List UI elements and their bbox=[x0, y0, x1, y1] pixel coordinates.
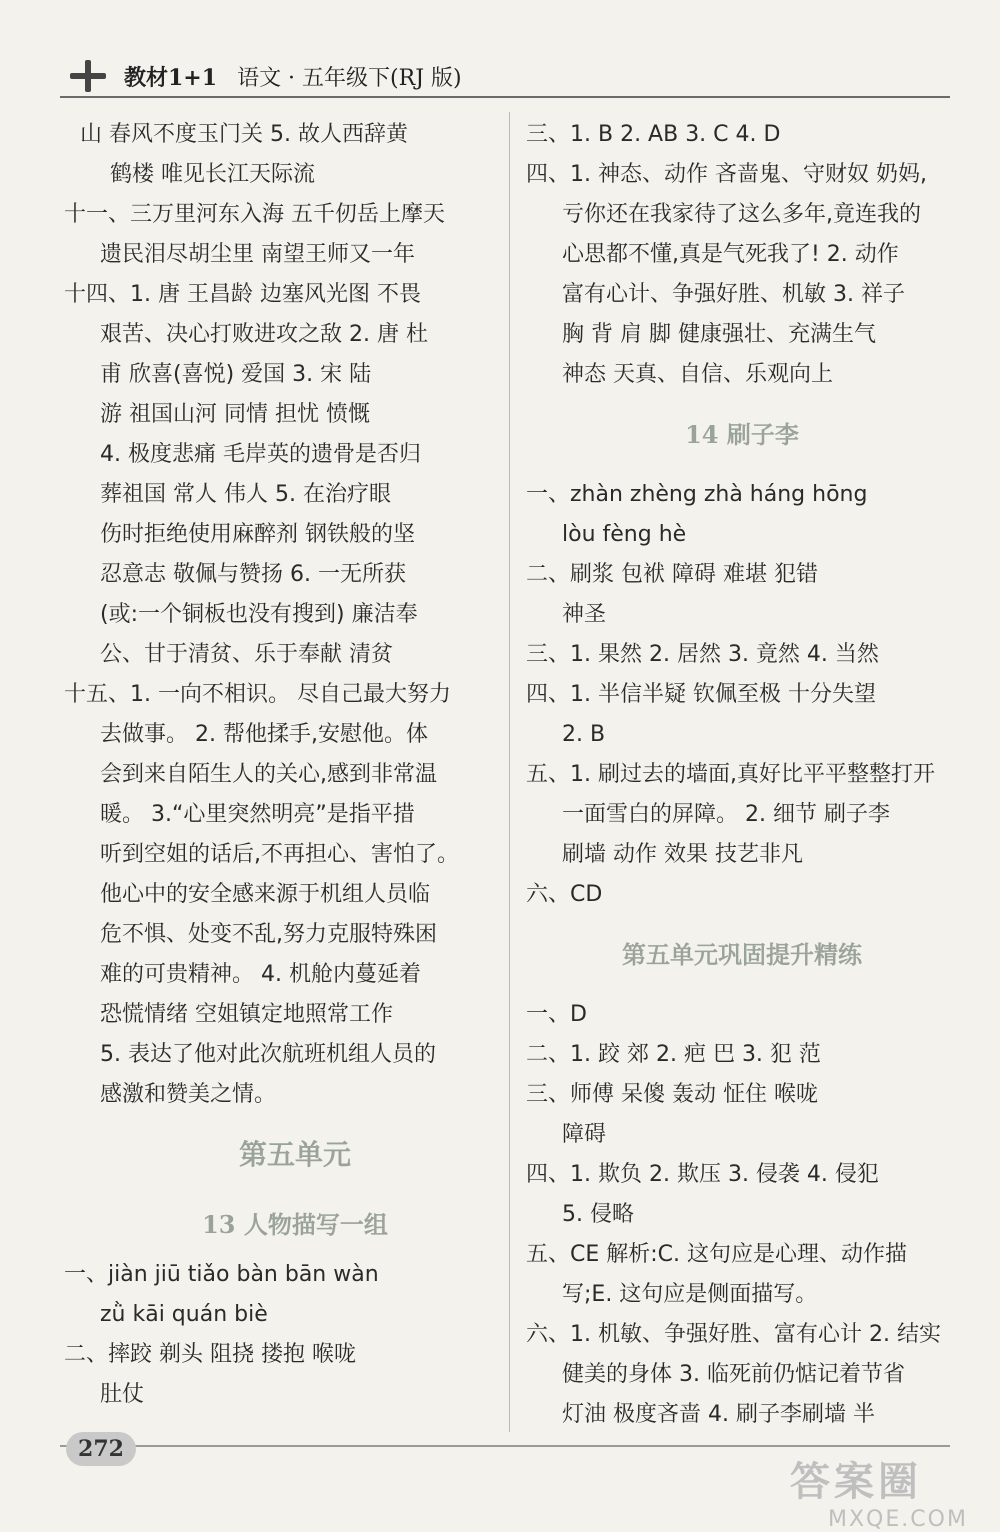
answer-line: 写;E. 这句应是侧面描写。 bbox=[562, 1282, 818, 1307]
header-subject: 语文 · 五年级下(RJ 版) bbox=[237, 65, 462, 91]
answer-line: 难的可贵精神。 4. 机舱内蔓延着 bbox=[100, 962, 421, 987]
answer-line: 恐慌情绪 空姐镇定地照常工作 bbox=[100, 1002, 393, 1027]
answer-line: 公、甘于清贫、乐于奉献 清贫 bbox=[100, 642, 393, 667]
left-column bbox=[64, 115, 510, 1415]
answer-line: 去做事。 2. 帮他揉手,安慰他。体 bbox=[100, 722, 428, 747]
answer-line: 感激和赞美之情。 bbox=[100, 1082, 277, 1107]
answer-line: 刷墙 动作 效果 技艺非凡 bbox=[562, 842, 803, 867]
review-title: 第五单元巩固提升精练 bbox=[622, 940, 862, 969]
answer-line: 一、D bbox=[526, 1002, 587, 1027]
answer-line: 二、1. 跤 郊 2. 疤 巴 3. 犯 范 bbox=[526, 1042, 821, 1067]
answer-line: 四、1. 神态、动作 吝啬鬼、守财奴 奶妈, bbox=[526, 162, 927, 187]
answer-line: 胸 背 肩 脚 健康强壮、充满生气 bbox=[562, 322, 876, 347]
answer-line: 危不惧、处变不乱,努力克服特殊困 bbox=[100, 922, 437, 947]
answer-line: 甫 欣喜(喜悦) 爱国 3. 宋 陆 bbox=[100, 362, 372, 387]
answer-line: 四、1. 半信半疑 钦佩至极 十分失望 bbox=[526, 682, 876, 707]
answer-line: 艰苦、决心打败进攻之敌 2. 唐 杜 bbox=[100, 322, 428, 347]
answer-line: 鹤楼 唯见长江天际流 bbox=[110, 162, 315, 187]
answer-line: 他心中的安全感来源于机组人员临 bbox=[100, 882, 431, 907]
answer-line: (或:一个铜板也没有搜到) 廉洁奉 bbox=[100, 602, 418, 627]
answer-line: 十五、1. 一向不相识。 尽自己最大努力 bbox=[64, 682, 451, 707]
answer-line: 灯油 极度吝啬 4. 刷子李刷墙 半 bbox=[562, 1402, 875, 1427]
lesson-14-title: 14 刷子李 bbox=[685, 420, 799, 449]
site-watermark bbox=[790, 1450, 990, 1532]
answer-line: 四、1. 欺负 2. 欺压 3. 侵袭 4. 侵犯 bbox=[526, 1162, 879, 1187]
right-column bbox=[526, 115, 958, 1435]
answer-line: 五、1. 刷过去的墙面,真好比平平整整打开 bbox=[526, 762, 935, 787]
answer-line: 4. 极度悲痛 毛岸英的遗骨是否归 bbox=[100, 442, 421, 467]
answer-line: 2. B bbox=[562, 722, 606, 747]
answer-line: 三、1. 果然 2. 居然 3. 竟然 4. 当然 bbox=[526, 642, 879, 667]
unit-title: 第五单元 bbox=[238, 1138, 351, 1171]
answer-line: lòu fèng hè bbox=[562, 522, 687, 547]
footer-rule bbox=[60, 1445, 950, 1447]
answer-line: 5. 表达了他对此次航班机组人员的 bbox=[100, 1042, 436, 1067]
answer-line: 神圣 bbox=[562, 602, 607, 627]
answer-line: 听到空姐的话后,不再担心、害怕了。 bbox=[100, 842, 459, 867]
answer-line: 伤时拒绝使用麻醉剂 钢铁般的坚 bbox=[100, 522, 415, 547]
answer-line: 会到来自陌生人的关心,感到非常温 bbox=[100, 762, 437, 787]
answer-line: 三、师傅 呆傻 轰动 怔住 喉咙 bbox=[526, 1082, 818, 1107]
answer-line: 二、刷浆 包袱 障碍 难堪 犯错 bbox=[526, 562, 818, 587]
answer-line: 一、jiàn jiū tiǎo bàn bān wàn bbox=[64, 1262, 379, 1287]
answer-line: 健美的身体 3. 临死前仍惦记着节省 bbox=[562, 1362, 905, 1387]
watermark-url: MXQE.COM bbox=[828, 1507, 968, 1532]
watermark-logo-text: 答案圈 bbox=[790, 1459, 922, 1505]
answer-line: 亏你还在我家待了这么多年,竟连我的 bbox=[562, 202, 921, 227]
answer-line: 十一、三万里河东入海 五千仞岳上摩天 bbox=[64, 202, 445, 227]
header-rule bbox=[60, 96, 950, 98]
answer-line: 暖。 3.“心里突然明亮”是指平措 bbox=[100, 802, 415, 827]
page-number: 272 bbox=[66, 1432, 136, 1466]
answer-line: zǜ kāi quán biè bbox=[100, 1302, 268, 1327]
page-header bbox=[60, 56, 950, 96]
answer-line: 山 春风不度玉门关 5. 故人西辞黄 bbox=[80, 122, 408, 147]
answer-line: 富有心计、争强好胜、机敏 3. 祥子 bbox=[562, 282, 905, 307]
answer-line: 游 祖国山河 同情 担忧 愤慨 bbox=[100, 402, 370, 427]
answer-line: 六、1. 机敏、争强好胜、富有心计 2. 结实 bbox=[526, 1322, 941, 1347]
answer-line: 六、CD bbox=[526, 882, 603, 907]
header-brand: 教材1+1 bbox=[124, 64, 218, 91]
answer-line: 一、zhàn zhèng zhà háng hōng bbox=[526, 482, 868, 507]
answer-line: 5. 侵略 bbox=[562, 1202, 634, 1227]
answer-line: 十四、1. 唐 王昌龄 边塞风光图 不畏 bbox=[64, 282, 421, 307]
answer-line: 忍意志 敬佩与赞扬 6. 一无所获 bbox=[100, 562, 406, 587]
answer-line: 一面雪白的屏障。 2. 细节 刷子李 bbox=[562, 802, 890, 827]
answer-line: 葬祖国 常人 伟人 5. 在治疗眼 bbox=[100, 482, 391, 507]
answer-line: 遗民泪尽胡尘里 南望王师又一年 bbox=[100, 242, 415, 267]
answer-line: 肚仗 bbox=[100, 1382, 145, 1407]
answer-line: 障碍 bbox=[562, 1122, 607, 1147]
cross-logo-icon bbox=[60, 56, 116, 96]
lesson-13-title: 13 人物描写一组 bbox=[202, 1210, 388, 1239]
answer-line: 二、摔跤 剃头 阻挠 搂抱 喉咙 bbox=[64, 1342, 356, 1367]
answer-line: 五、CE 解析:C. 这句应是心理、动作描 bbox=[526, 1242, 908, 1267]
answer-line: 神态 天真、自信、乐观向上 bbox=[562, 362, 833, 387]
answer-line: 三、1. B 2. AB 3. C 4. D bbox=[526, 122, 781, 147]
answer-line: 心思都不懂,真是气死我了! 2. 动作 bbox=[562, 242, 899, 267]
